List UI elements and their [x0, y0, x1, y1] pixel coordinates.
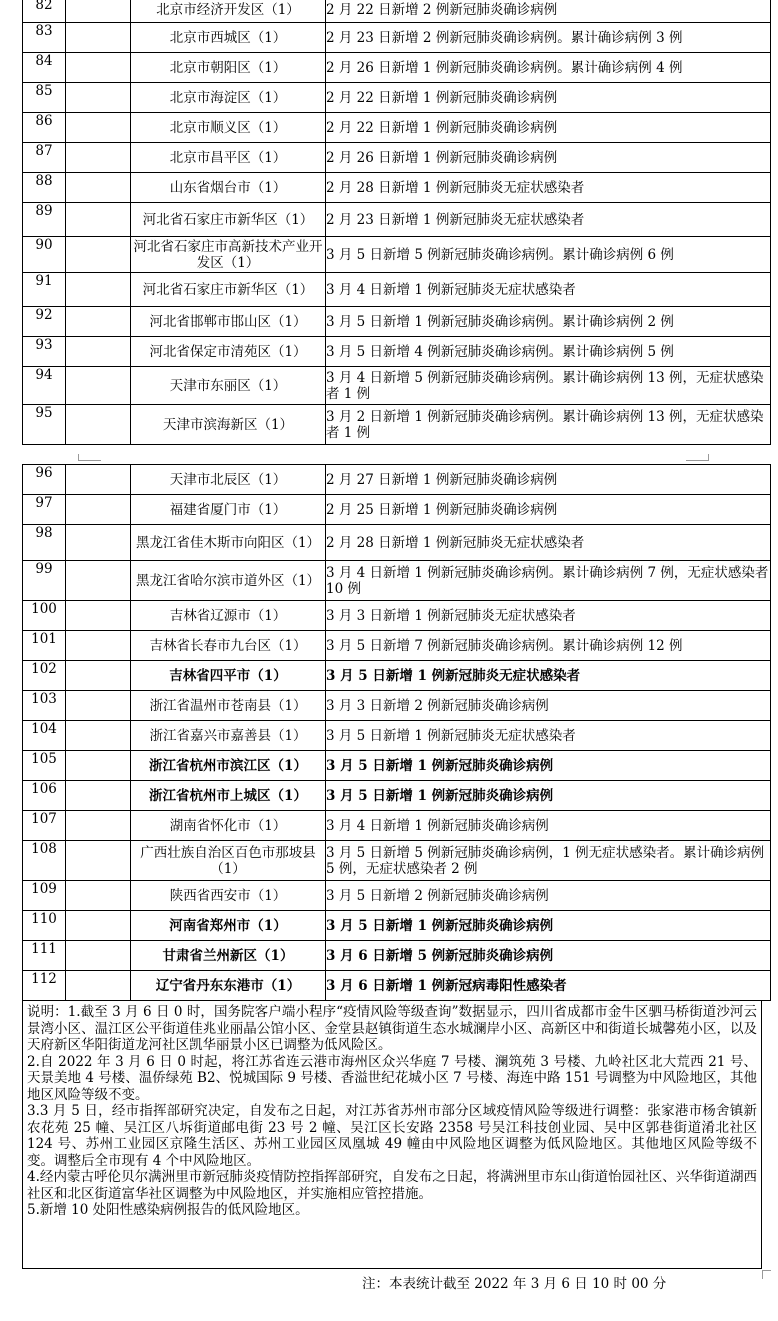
blank-cell — [66, 691, 131, 721]
row-number: 109 — [23, 881, 66, 911]
blank-cell — [66, 273, 131, 307]
table-row — [23, 561, 771, 601]
table-row — [23, 83, 771, 113]
area-name: 广西壮族自治区百色市那坡县（1） — [131, 841, 326, 881]
row-number: 84 — [23, 53, 66, 83]
row-number: 100 — [23, 601, 66, 631]
area-name: 北京市西城区（1） — [131, 23, 326, 53]
row-number: 86 — [23, 113, 66, 143]
table-row — [23, 495, 771, 525]
case-info: 2 月 27 日新增 1 例新冠肺炎确诊病例 — [326, 465, 771, 495]
page-corner-mark — [686, 454, 709, 461]
note-5: 5.新增 10 处阳性感染病例报告的低风险地区。 — [27, 1202, 309, 1218]
table-row — [23, 971, 771, 1001]
area-name: 浙江省杭州市滨江区（1） — [131, 751, 326, 781]
case-info: 3 月 4 日新增 1 例新冠肺炎确诊病例。累计确诊病例 7 例，无症状感染者 10 例 — [326, 561, 771, 601]
case-info: 2 月 23 日新增 2 例新冠肺炎确诊病例。累计确诊病例 3 例 — [326, 23, 771, 53]
table-row — [23, 23, 771, 53]
page-break — [0, 454, 778, 464]
area-name: 河北省石家庄市高新技术产业开发区（1） — [131, 237, 326, 273]
blank-cell — [66, 631, 131, 661]
case-info: 3 月 5 日新增 7 例新冠肺炎确诊病例。累计确诊病例 12 例 — [326, 631, 771, 661]
blank-cell — [66, 781, 131, 811]
blank-cell — [66, 53, 131, 83]
area-name: 吉林省长春市九台区（1） — [131, 631, 326, 661]
row-number: 111 — [23, 941, 66, 971]
blank-cell — [66, 465, 131, 495]
risk-table-part1 — [22, 0, 771, 445]
table-row — [23, 781, 771, 811]
area-name: 浙江省温州市苍南县（1） — [131, 691, 326, 721]
case-info: 3 月 5 日新增 1 例新冠肺炎确诊病例 — [326, 911, 771, 941]
area-name: 山东省烟台市（1） — [131, 173, 326, 203]
case-info: 3 月 5 日新增 1 例新冠肺炎无症状感染者 — [326, 721, 771, 751]
area-name: 黑龙江省哈尔滨市道外区（1） — [131, 561, 326, 601]
area-name: 吉林省辽源市（1） — [131, 601, 326, 631]
row-number: 91 — [23, 273, 66, 307]
blank-cell — [66, 173, 131, 203]
blank-cell — [66, 83, 131, 113]
area-name: 北京市朝阳区（1） — [131, 53, 326, 83]
blank-cell — [66, 143, 131, 173]
case-info: 2 月 26 日新增 1 例新冠肺炎确诊病例。累计确诊病例 4 例 — [326, 53, 771, 83]
table-row — [23, 911, 771, 941]
page-corner-mark — [762, 1270, 771, 1279]
case-info: 3 月 5 日新增 5 例新冠肺炎确诊病例，1 例无症状感染者。累计确诊病例 5 例，无症状感染者 2 例 — [326, 841, 771, 881]
case-info: 3 月 5 日新增 1 例新冠肺炎确诊病例。累计确诊病例 2 例 — [326, 307, 771, 337]
area-name: 河北省石家庄市新华区（1） — [131, 203, 326, 237]
row-number: 108 — [23, 841, 66, 881]
case-info: 3 月 6 日新增 1 例新冠病毒阳性感染者 — [326, 971, 771, 1001]
area-name: 河南省郑州市（1） — [131, 911, 326, 941]
risk-table-part2 — [22, 464, 771, 1001]
row-number: 101 — [23, 631, 66, 661]
blank-cell — [66, 971, 131, 1001]
blank-cell — [66, 23, 131, 53]
case-info: 2 月 28 日新增 1 例新冠肺炎无症状感染者 — [326, 173, 771, 203]
table-row — [23, 631, 771, 661]
note-4: 4.经内蒙古呼伦贝尔满洲里市新冠肺炎疫情防控指挥部研究，自发布之日起，将满洲里市东山街道怡园社区、兴华街道湖西社区和北区街道富华社区调整为中风险地区，并实施相应管控措施。 — [27, 1169, 757, 1202]
area-name: 辽宁省丹东东港市（1） — [131, 971, 326, 1001]
blank-cell — [66, 561, 131, 601]
notes-section — [22, 1001, 762, 1269]
blank-cell — [66, 525, 131, 561]
table-row — [23, 273, 771, 307]
table-row — [23, 173, 771, 203]
area-name: 天津市北辰区（1） — [131, 465, 326, 495]
blank-cell — [66, 405, 131, 445]
table-row — [23, 751, 771, 781]
table-row — [23, 941, 771, 971]
table-row — [23, 525, 771, 561]
blank-cell — [66, 841, 131, 881]
table-row — [23, 881, 771, 911]
table-row — [23, 237, 771, 273]
table-row — [23, 143, 771, 173]
row-number: 90 — [23, 237, 66, 273]
case-info: 3 月 4 日新增 1 例新冠肺炎确诊病例 — [326, 811, 771, 841]
row-number: 93 — [23, 337, 66, 367]
blank-cell — [66, 601, 131, 631]
blank-cell — [66, 0, 131, 23]
area-name: 浙江省嘉兴市嘉善县（1） — [131, 721, 326, 751]
row-number: 102 — [23, 661, 66, 691]
area-name: 浙江省杭州市上城区（1） — [131, 781, 326, 811]
area-name: 黑龙江省佳木斯市向阳区（1） — [131, 525, 326, 561]
row-number: 85 — [23, 83, 66, 113]
table-row — [23, 367, 771, 405]
blank-cell — [66, 495, 131, 525]
area-name: 陕西省西安市（1） — [131, 881, 326, 911]
case-info: 3 月 3 日新增 1 例新冠肺炎无症状感染者 — [326, 601, 771, 631]
case-info: 3 月 4 日新增 5 例新冠肺炎确诊病例。累计确诊病例 13 例，无症状感染者 1 例 — [326, 367, 771, 405]
area-name: 福建省厦门市（1） — [131, 495, 326, 525]
table-row — [23, 811, 771, 841]
blank-cell — [66, 911, 131, 941]
blank-cell — [66, 721, 131, 751]
area-name: 河北省石家庄市新华区（1） — [131, 273, 326, 307]
row-number: 106 — [23, 781, 66, 811]
case-info: 2 月 22 日新增 2 例新冠肺炎确诊病例 — [326, 0, 771, 23]
table-row — [23, 405, 771, 445]
area-name: 吉林省四平市（1） — [131, 661, 326, 691]
case-info: 3 月 5 日新增 1 例新冠肺炎确诊病例 — [326, 781, 771, 811]
blank-cell — [66, 751, 131, 781]
case-info: 2 月 25 日新增 1 例新冠肺炎确诊病例 — [326, 495, 771, 525]
blank-cell — [66, 203, 131, 237]
blank-cell — [66, 337, 131, 367]
note-1: 说明：1.截至 3 月 6 日 0 时，国务院客户端小程序“疫情风险等级查询”数据显示，四川省成都市金牛区驷马桥街道沙河云景湾小区、温江区公平街道佳兆业丽晶公馆小区、金堂县赵镇街道生态水城澜岸小区、高新区中和街道长城馨苑小区，以及天府新区华阳街道龙河社区凯华丽景小区已调整为低风险区。 — [27, 1004, 757, 1053]
case-info: 3 月 5 日新增 1 例新冠肺炎确诊病例 — [326, 751, 771, 781]
footer-note: 注：本表统计截至 2022 年 3 月 6 日 10 时 00 分 — [362, 1276, 667, 1292]
case-info: 2 月 26 日新增 1 例新冠肺炎确诊病例 — [326, 143, 771, 173]
area-name: 天津市东丽区（1） — [131, 367, 326, 405]
row-number: 112 — [23, 971, 66, 1001]
area-name: 北京市经济开发区（1） — [131, 0, 326, 23]
table-row — [23, 661, 771, 691]
row-number: 97 — [23, 495, 66, 525]
case-info: 2 月 22 日新增 1 例新冠肺炎确诊病例 — [326, 113, 771, 143]
blank-cell — [66, 237, 131, 273]
case-info: 3 月 2 日新增 1 例新冠肺炎确诊病例。累计确诊病例 13 例，无症状感染者 1 例 — [326, 405, 771, 445]
table-row — [23, 53, 771, 83]
table-row — [23, 721, 771, 751]
blank-cell — [66, 367, 131, 405]
row-number: 110 — [23, 911, 66, 941]
case-info: 3 月 5 日新增 1 例新冠肺炎无症状感染者 — [326, 661, 771, 691]
note-2: 2.自 2022 年 3 月 6 日 0 时起，将江苏省连云港市海州区众兴华庭 7 号楼、澜筑苑 3 号楼、九岭社区北大荒西 21 号、天景美地 4 号楼、温侨绿苑 B2、悦城国际 9 号楼、香溢世纪花城小区 7 号楼、海连中路 151 号调整为中风险地区，其他地区风险等级不变。 — [27, 1053, 757, 1103]
table-row — [23, 691, 771, 721]
row-number: 96 — [23, 465, 66, 495]
row-number: 83 — [23, 23, 66, 53]
table-row — [23, 337, 771, 367]
case-info: 3 月 4 日新增 1 例新冠肺炎无症状感染者 — [326, 273, 771, 307]
case-info: 2 月 28 日新增 1 例新冠肺炎无症状感染者 — [326, 525, 771, 561]
row-number: 99 — [23, 561, 66, 601]
table-row — [23, 465, 771, 495]
row-number: 103 — [23, 691, 66, 721]
table-row — [23, 307, 771, 337]
blank-cell — [66, 307, 131, 337]
area-name: 甘肃省兰州新区（1） — [131, 941, 326, 971]
case-info: 2 月 23 日新增 1 例新冠肺炎无症状感染者 — [326, 203, 771, 237]
row-number: 92 — [23, 307, 66, 337]
row-number: 105 — [23, 751, 66, 781]
blank-cell — [66, 881, 131, 911]
table-row — [23, 113, 771, 143]
table-row — [23, 841, 771, 881]
row-number: 107 — [23, 811, 66, 841]
case-info: 3 月 5 日新增 4 例新冠肺炎确诊病例。累计确诊病例 5 例 — [326, 337, 771, 367]
case-info: 3 月 3 日新增 2 例新冠肺炎确诊病例 — [326, 691, 771, 721]
area-name: 河北省保定市清苑区（1） — [131, 337, 326, 367]
row-number: 94 — [23, 367, 66, 405]
case-info: 3 月 5 日新增 2 例新冠肺炎确诊病例 — [326, 881, 771, 911]
table-row — [23, 203, 771, 237]
row-number: 82 — [23, 0, 66, 23]
blank-cell — [66, 113, 131, 143]
note-3: 3.3 月 5 日，经市指挥部研究决定，自发布之日起，对江苏省苏州市部分区域疫情风险等级进行调整：张家港市杨舍镇新农花苑 25 幢、吴江区八坼街道邮电街 23 号 2 幢、吴江区长安路 2358 号吴江科技创业园、吴中区郭巷街道淆北社区 124 号、苏州工业园区京隆生活区、苏州工业园区凤凰城 49 幢由中风险地区调整为低风险地区。其他地区风险等级不变。调整后全市现有 4 个中风险地区。 — [27, 1103, 757, 1169]
row-number: 88 — [23, 173, 66, 203]
area-name: 天津市滨海新区（1） — [131, 405, 326, 445]
row-number: 87 — [23, 143, 66, 173]
area-name: 北京市海淀区（1） — [131, 83, 326, 113]
case-info: 2 月 22 日新增 1 例新冠肺炎确诊病例 — [326, 83, 771, 113]
case-info: 3 月 5 日新增 5 例新冠肺炎确诊病例。累计确诊病例 6 例 — [326, 237, 771, 273]
blank-cell — [66, 811, 131, 841]
row-number: 104 — [23, 721, 66, 751]
case-info: 3 月 6 日新增 5 例新冠肺炎确诊病例 — [326, 941, 771, 971]
table-row — [23, 0, 771, 23]
page-corner-mark — [78, 454, 101, 461]
area-name: 北京市昌平区（1） — [131, 143, 326, 173]
area-name: 北京市顺义区（1） — [131, 113, 326, 143]
table-row — [23, 601, 771, 631]
area-name: 河北省邯郸市邯山区（1） — [131, 307, 326, 337]
row-number: 89 — [23, 203, 66, 237]
row-number: 98 — [23, 525, 66, 561]
blank-cell — [66, 661, 131, 691]
area-name: 湖南省怀化市（1） — [131, 811, 326, 841]
row-number: 95 — [23, 405, 66, 445]
blank-cell — [66, 941, 131, 971]
